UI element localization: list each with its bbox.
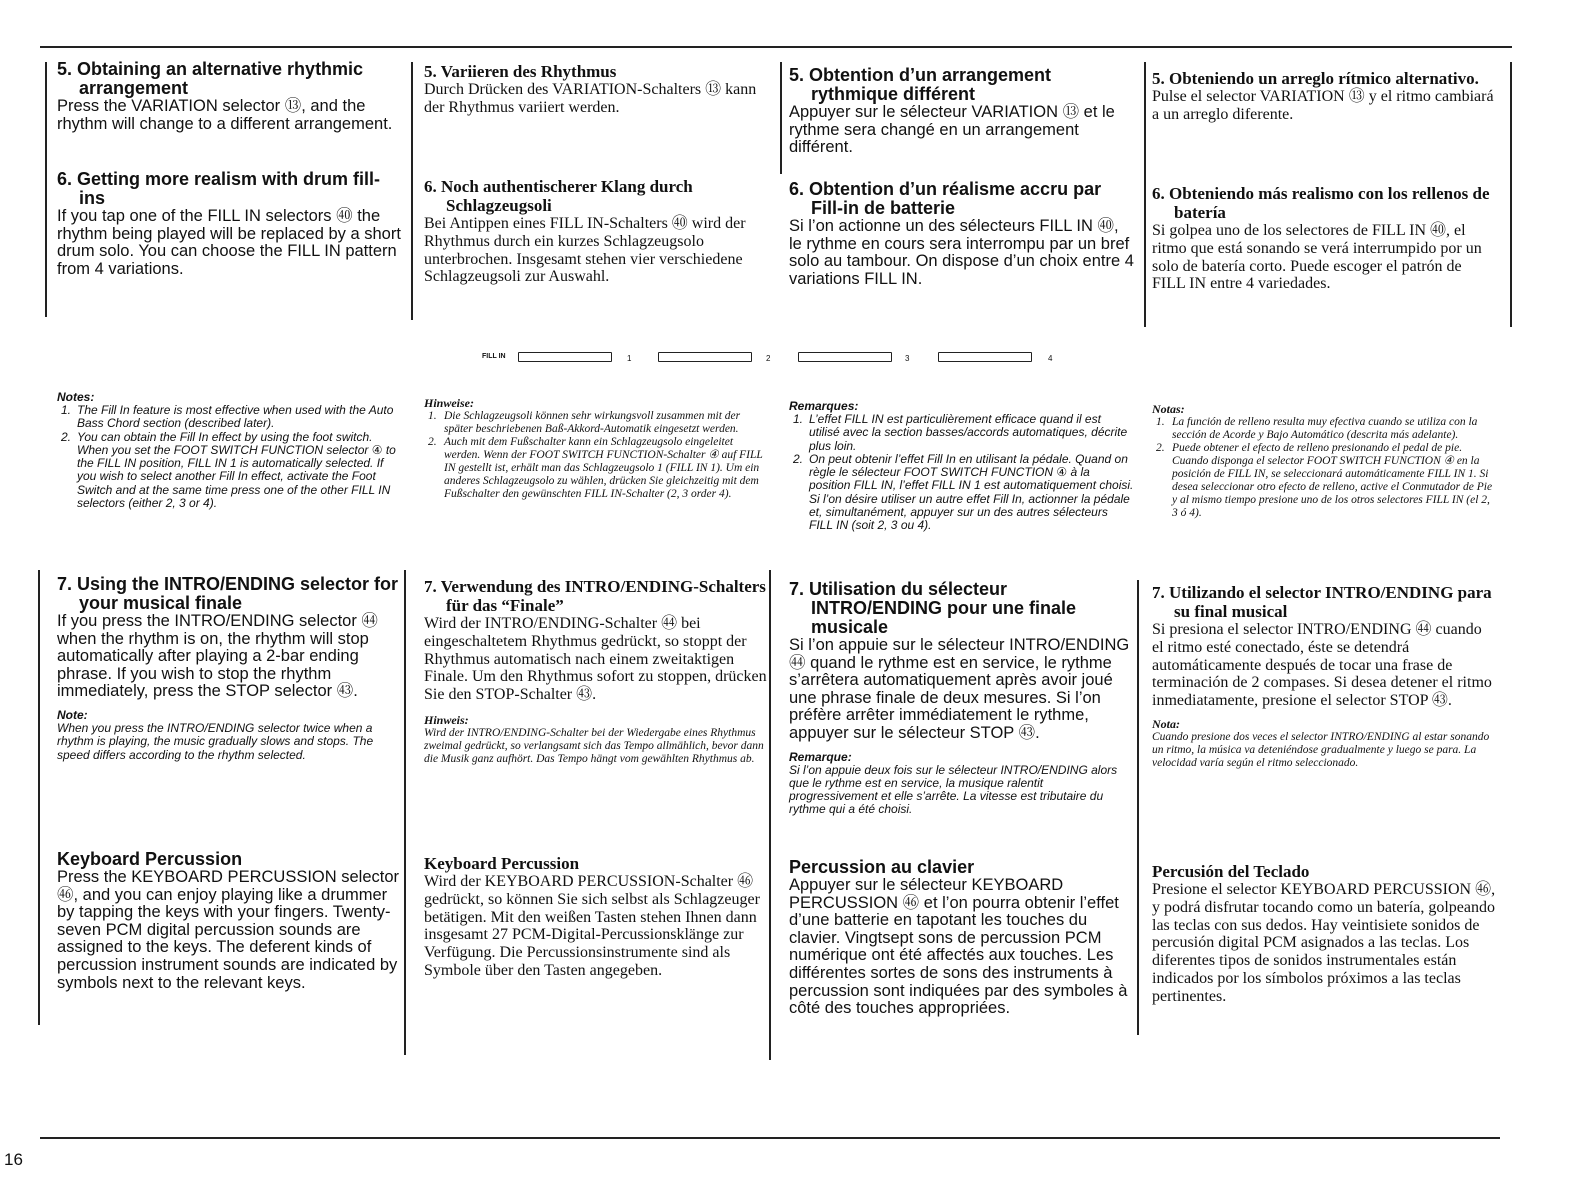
notes-list [424, 410, 769, 501]
note-item: 1. The Fill In feature is most effective when used with the Auto Bass Chord section (described later). [61, 403, 394, 431]
note-item: 1. L’effet FILL IN est particulièrement efficace quand il est utilisé avec la section basses/accords automatiques, décrite plus loin. [793, 412, 1128, 453]
section-5-title: 5. Obteniendo un arreglo rítmico alternativo. [1152, 69, 1479, 88]
fill-in-number-4: 4 [1048, 354, 1053, 363]
keyboard-percussion-body: Presione el selector KEYBOARD PERCUSSION ㊻, y podrá disfrutar tocando como un batería, golpeando las teclas con sus dedos. Hay veintisiete sonidos de percusión digital PCM asignados a las teclas. Los diferentes tipos de sonidos instrumentales están indicados por los símbolos próximos a las teclas pertinentes. [1152, 881, 1496, 1005]
note-body: Si l’on appuie deux fois sur le sélecteur INTRO/ENDING alors que le rythme est en service, la musique ralentit progressivement et elle s’arrête. La vitesse est tributaire du rythme qui a été choisi. [789, 762, 1118, 817]
section-7-body: Si presiona el selector INTRO/ENDING ㊹ cuando el ritmo esté conectado, éste se detendrá automáticamente después de tocar una frase de terminación de 2 compases. Si desea detener el ritmo inmediatamente, presione el selector STOP ㊸. [1152, 621, 1492, 710]
note-item: 2. On peut obtenir l’effet Fill In en utilisant la pédale. Quand on règle le sélecteur FOOT SWITCH FUNCTION ④ à la position FILL IN, l’effet FILL IN 1 est automatiquement choisi. Si l’on désire utiliser un autre effet Fill In, actionner la pédale et, simultanément, appuyer sur un des autres sélecteurs FILL IN (soit 2, 3 ou 4). [793, 451, 1134, 533]
fill-in-number-2: 2 [766, 354, 771, 363]
keyboard-percussion-title: Keyboard Percussion [57, 849, 243, 869]
notes-list [789, 413, 1134, 533]
note-title: Note: [57, 707, 88, 722]
keyboard-percussion-title: Percusión del Teclado [1152, 862, 1310, 881]
section-7-title: 7. Using the INTRO/ENDING selector for your musical finale [57, 574, 399, 613]
notes-list [1152, 416, 1497, 520]
note-item: 1. Die Schlagzeugsoli können sehr wirkungsvoll zusammen mit der später beschriebenen Baß-Akkord-Automatik eingesetzt werden. [428, 410, 741, 435]
divider-top-5 [1510, 62, 1512, 327]
section-6-body: Bei Antippen eines FILL IN-Schalters ㊵ wird der Rhythmus durch ein kurzes Schlagzeugsolo unterbrochen. Insgesamt stehen vier verschiedene Schlagzeugsoli zur Auswahl. [424, 215, 746, 286]
column-german [424, 0, 769, 1130]
divider-top-1 [45, 62, 47, 317]
divider-bottom-4 [1137, 580, 1139, 1035]
bottom-rule [40, 1137, 1500, 1139]
section-5-body: Durch Drücken des VARIATION-Schalters ⑬ kann der Rhythmus variiert werden. [424, 81, 757, 116]
note-title: Nota: [1152, 716, 1180, 731]
section-7-body: If you press the INTRO/ENDING selector ㊹ when the rhythm is on, the rhythm will stop automatically after playing a 2-bar ending phrase. If you wish to stop the rhythm immediately, press the STOP selector ㊸. [57, 612, 378, 701]
section-7-title: 7. Verwendung des INTRO/ENDING-Schalters für das “Finale” [424, 577, 766, 615]
section-6-body: Si l’on actionne un des sélecteurs FILL IN ㊵, le rythme en cours sera interrompu par un bref solo au tambour. On dispose d’un choix entre 4 variations FILL IN. [789, 217, 1134, 288]
section-7-title: 7. Utilizando el selector INTRO/ENDING para su final musical [1152, 583, 1492, 621]
note-body: Wird der INTRO/ENDING-Schalter bei der Wiedergabe eines Rhythmus zweimal gedrückt, so verlangsamt sich das Tempo allmählich, bevor dann die Musik ganz aufhört. Das Tempo hängt vom gewählten Rhythmus ab. [424, 726, 764, 765]
note-title: Hinweis: [424, 712, 469, 727]
divider-top-3 [780, 62, 782, 174]
divider-bottom-1 [38, 570, 40, 1025]
section-5-title: 5. Obtaining an alternative rhythmic arrangement [57, 59, 364, 98]
section-5-body: Appuyer sur le sélecteur VARIATION ⑬ et le rythme sera changé en un arrangement différent. [789, 103, 1115, 157]
section-7-body: Si l’on appuie sur le sélecteur INTRO/ENDING ㊹ quand le rythme est en service, le rythme s’arrêtera automatiquement après avoir joué une phrase finale de deux mesures. Si l’on préfère arrêter immédiatement le rythme, appuyer sur le sélecteur STOP ㊸. [789, 636, 1130, 742]
note-item: 2. Puede obtener el efecto de relleno presionando el pedal de pie. Cuando disponga el selector FOOT SWITCH FUNCTION ④ en la posición de FILL IN, se seleccionará automáticamente FILL IN 1. Si desea seleccionar otro efecto de relleno, active el Conmutador de Pie y al mismo tiempo presione uno de los otros selectores FILL IN (el 2, 3 ó 4). [1156, 442, 1493, 519]
note-item: 1. La función de relleno resulta muy efectiva cuando se utiliza con la sección de Acorde y Bajo Automático (descrita más adelante). [1156, 416, 1478, 441]
section-6-title: 6. Noch authentischerer Klang durch Schlagzeugsoli [424, 177, 693, 215]
notes-list [57, 404, 402, 510]
section-6-body: Si golpea uno de los selectores de FILL IN ㊵, el ritmo que está sonando se verá interrumpido por un solo de batería corto. Puede escoger el patrón de FILL IN entre 4 variedades. [1152, 222, 1482, 293]
section-6-title: 6. Obteniendo más realismo con los rellenos de batería [1152, 184, 1490, 222]
keyboard-percussion-body: Press the KEYBOARD PERCUSSION selector ㊻, and you can enjoy playing like a drummer by tapping the keys with your fingers. Twenty-seven PCM digital percussion sounds are assigned to the keys. The deferent kinds of percussion instrument sounds are indicated by symbols next to the relevant keys. [57, 868, 400, 992]
section-6-title: 6. Obtention d’un réalisme accru par Fill-in de batterie [789, 179, 1102, 218]
keyboard-percussion-body: Wird der KEYBOARD PERCUSSION-Schalter ㊻ gedrückt, so können Sie sich selbst als Schlagzeuger betätigen. Mit den weißen Tasten stehen Ihnen dann insgesamt 27 PCM-Digital-Percussionsklänge zur Verfügung. Die Percussionsinstrumente sind als Symbole über den Tasten angegeben. [424, 873, 760, 979]
fill-in-number-3: 3 [905, 354, 910, 363]
section-7-title: 7. Utilisation du sélecteur INTRO/ENDING pour une finale musicale [789, 579, 1077, 637]
section-5-body: Press the VARIATION selector ⑬, and the rhythm will change to a different arrangement. [57, 97, 393, 133]
section-7-body: Wird der INTRO/ENDING-Schalter ㊹ bei eingeschaltetem Rhythmus gedrückt, so stoppt der Rhythmus automatisch nach einem zweitaktigen Finale. Um den Rhythmus sofort zu stoppen, drücken Sie den STOP-Schalter ㊸. [424, 615, 767, 704]
section-5-title: 5. Obtention d’un arrangement rythmique différent [789, 65, 1052, 104]
note-item: 2. You can obtain the Fill In effect by using the foot switch. When you set the FOOT SWITCH FUNCTION selector ④ to the FILL IN position, FILL IN 1 is automatically selected. If you wish to select another Fill In effect, activate the Foot Switch and at the same time press one of the other FILL IN selectors (either 2, 3 or 4). [61, 429, 396, 511]
keyboard-percussion-title: Percussion au clavier [789, 857, 975, 877]
section-5-title: 5. Variieren des Rhythmus [424, 62, 617, 81]
column-spanish [1152, 0, 1497, 1130]
notes-title: Notas: [1152, 402, 1185, 416]
notes-title: Notes: [57, 390, 95, 404]
keyboard-percussion-body: Appuyer sur le sélecteur KEYBOARD PERCUSSION ㊻ et l’on pourra obtenir l’effet d’une batterie en tapotant les touches du clavier. Vingtsept sons de percussion PCM numérique ont été affectés aux touches. Les différentes sortes de sons des instruments à percussion sont indiquées par des symboles à côté des touches appropriées. [789, 876, 1128, 1018]
divider-bottom-2 [404, 570, 406, 1055]
divider-bottom-3 [769, 570, 771, 1060]
fill-in-label: FILL IN [482, 353, 506, 360]
column-french [789, 0, 1134, 1130]
notes-title: Hinweise: [424, 396, 474, 410]
note-title: Remarque: [789, 749, 852, 764]
section-6-body: If you tap one of the FILL IN selectors ㊵ the rhythm being played will be replaced by a short drum solo. You can choose the FILL IN pattern from 4 variations. [57, 207, 401, 278]
fill-in-number-1: 1 [627, 354, 632, 363]
column-english [57, 0, 402, 1130]
divider-top-2 [411, 62, 413, 320]
note-body: When you press the INTRO/ENDING selector twice when a rhythm is playing, the music gradually slows and stops. The speed differs according to the rhythm selected. [57, 720, 374, 762]
divider-top-4 [1144, 62, 1146, 327]
notes-title: Remarques: [789, 399, 859, 413]
note-body: Cuando presione dos veces el selector INTRO/ENDING al estar sonando un ritmo, la música va deteniéndose gradualmente y luego se para. La velocidad varía según el ritmo seleccionado. [1152, 730, 1490, 769]
section-5-body: Pulse el selector VARIATION ⑬ y el ritmo cambiará a un arreglo diferente. [1152, 88, 1494, 123]
section-6-title: 6. Getting more realism with drum fill-ins [57, 169, 381, 208]
page-number: 16 [4, 1150, 23, 1169]
keyboard-percussion-title: Keyboard Percussion [424, 854, 580, 873]
note-item: 2. Auch mit dem Fußschalter kann ein Schlagzeugsolo eingeleitet werden. Wenn der FOOT SWITCH FUNCTION-Schalter ④ auf FILL IN gestellt ist, erhält man das Schlagzeugsolo 1 (FILL IN 1). Um ein anderes Schlagzeugsolo zu wählen, drücken Sie gleichzeitig mit dem Fußschalter den gewünschten FILL IN-Schalter (2, 3 order 4). [428, 436, 763, 500]
